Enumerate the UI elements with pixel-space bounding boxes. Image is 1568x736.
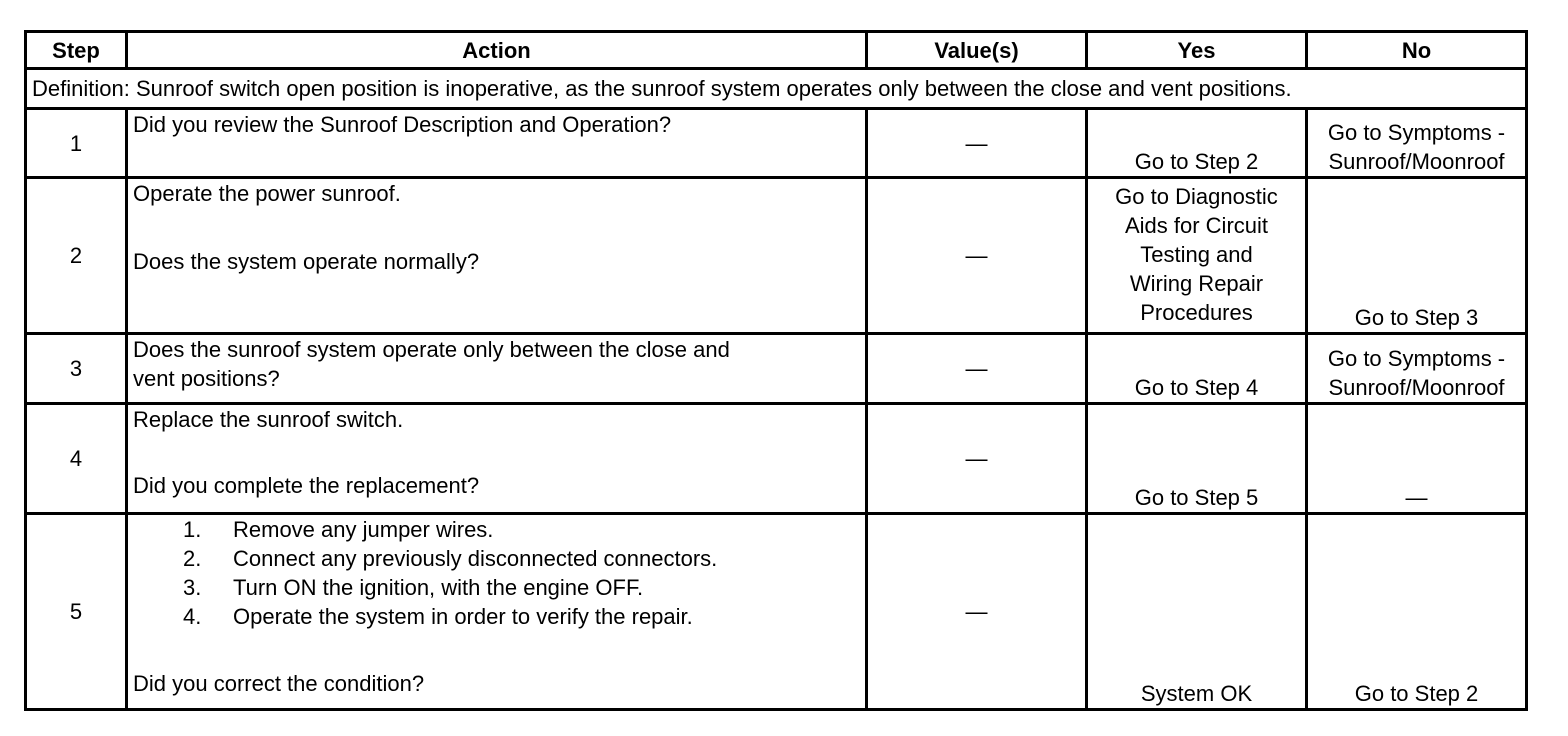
- step-number: 4: [26, 404, 127, 514]
- definition-text: Definition: Sunroof switch open position is inoperative, as the sunroof system operates only between the close and vent positions.: [26, 69, 1527, 109]
- table-row: [26, 178, 1527, 334]
- header-step: Step: [26, 32, 127, 69]
- definition-row: [26, 69, 1527, 109]
- action-question: Did you correct the condition?: [133, 671, 425, 696]
- procedure-list: [133, 515, 860, 631]
- table-row: [26, 514, 1527, 710]
- yes-text: Wiring Repair: [1129, 271, 1264, 296]
- no-text: Go to Symptoms -: [1327, 346, 1506, 371]
- value-cell: —: [867, 404, 1087, 514]
- header-yes: Yes: [1087, 32, 1307, 69]
- step-number: 5: [26, 514, 127, 710]
- diagnostic-table: [24, 30, 1528, 711]
- no-text: Sunroof/Moonroof: [1328, 375, 1505, 400]
- action-cell: [127, 178, 867, 334]
- action-question: Did you complete the replacement?: [133, 473, 480, 498]
- step-number: 1: [26, 109, 127, 178]
- step-number: 2: [26, 178, 127, 334]
- table-row: [26, 404, 1527, 514]
- no-cell: —: [1307, 404, 1527, 514]
- table-row: [26, 109, 1527, 178]
- header-row: [26, 32, 1527, 69]
- action-cell: [127, 109, 867, 178]
- step-number: 3: [26, 334, 127, 404]
- action-question: Does the system operate normally?: [133, 249, 480, 274]
- no-cell: [1307, 334, 1527, 404]
- action-cell: [127, 334, 867, 404]
- no-cell: [1307, 109, 1527, 178]
- no-cell: Go to Step 3: [1307, 178, 1527, 334]
- yes-cell: Go to Step 2: [1087, 109, 1307, 178]
- yes-cell: Go to Step 4: [1087, 334, 1307, 404]
- value-cell: —: [867, 334, 1087, 404]
- header-values: Value(s): [867, 32, 1087, 69]
- action-text: Did you review the Sunroof Description and Operation?: [133, 112, 672, 137]
- value-cell: —: [867, 514, 1087, 710]
- yes-cell: Go to Step 5: [1087, 404, 1307, 514]
- action-text: Operate the power sunroof.: [133, 181, 401, 206]
- yes-text: Aids for Circuit: [1124, 213, 1269, 238]
- action-cell: [127, 514, 867, 710]
- action-text: vent positions?: [133, 366, 280, 391]
- no-text: Go to Symptoms -: [1327, 120, 1506, 145]
- value-cell: —: [867, 178, 1087, 334]
- list-item: 4. Operate the system in order to verify the repair.: [183, 604, 693, 629]
- yes-cell: System OK: [1087, 514, 1307, 710]
- table-row: [26, 334, 1527, 404]
- no-cell: Go to Step 2: [1307, 514, 1527, 710]
- list-item: 3. Turn ON the ignition, with the engine OFF.: [183, 575, 644, 600]
- value-cell: —: [867, 109, 1087, 178]
- action-text: Replace the sunroof switch.: [133, 407, 404, 432]
- yes-text: Testing and: [1140, 242, 1253, 267]
- yes-text: Procedures: [1140, 300, 1253, 325]
- header-no: No: [1307, 32, 1527, 69]
- yes-cell: [1087, 178, 1307, 334]
- action-text: Does the sunroof system operate only between the close and: [133, 337, 730, 362]
- yes-text: Go to Diagnostic: [1115, 184, 1278, 209]
- list-item: 2. Connect any previously disconnected connectors.: [183, 546, 718, 571]
- no-text: Sunroof/Moonroof: [1328, 149, 1505, 174]
- action-cell: [127, 404, 867, 514]
- header-action: Action: [127, 32, 867, 69]
- list-item: 1. Remove any jumper wires.: [183, 517, 494, 542]
